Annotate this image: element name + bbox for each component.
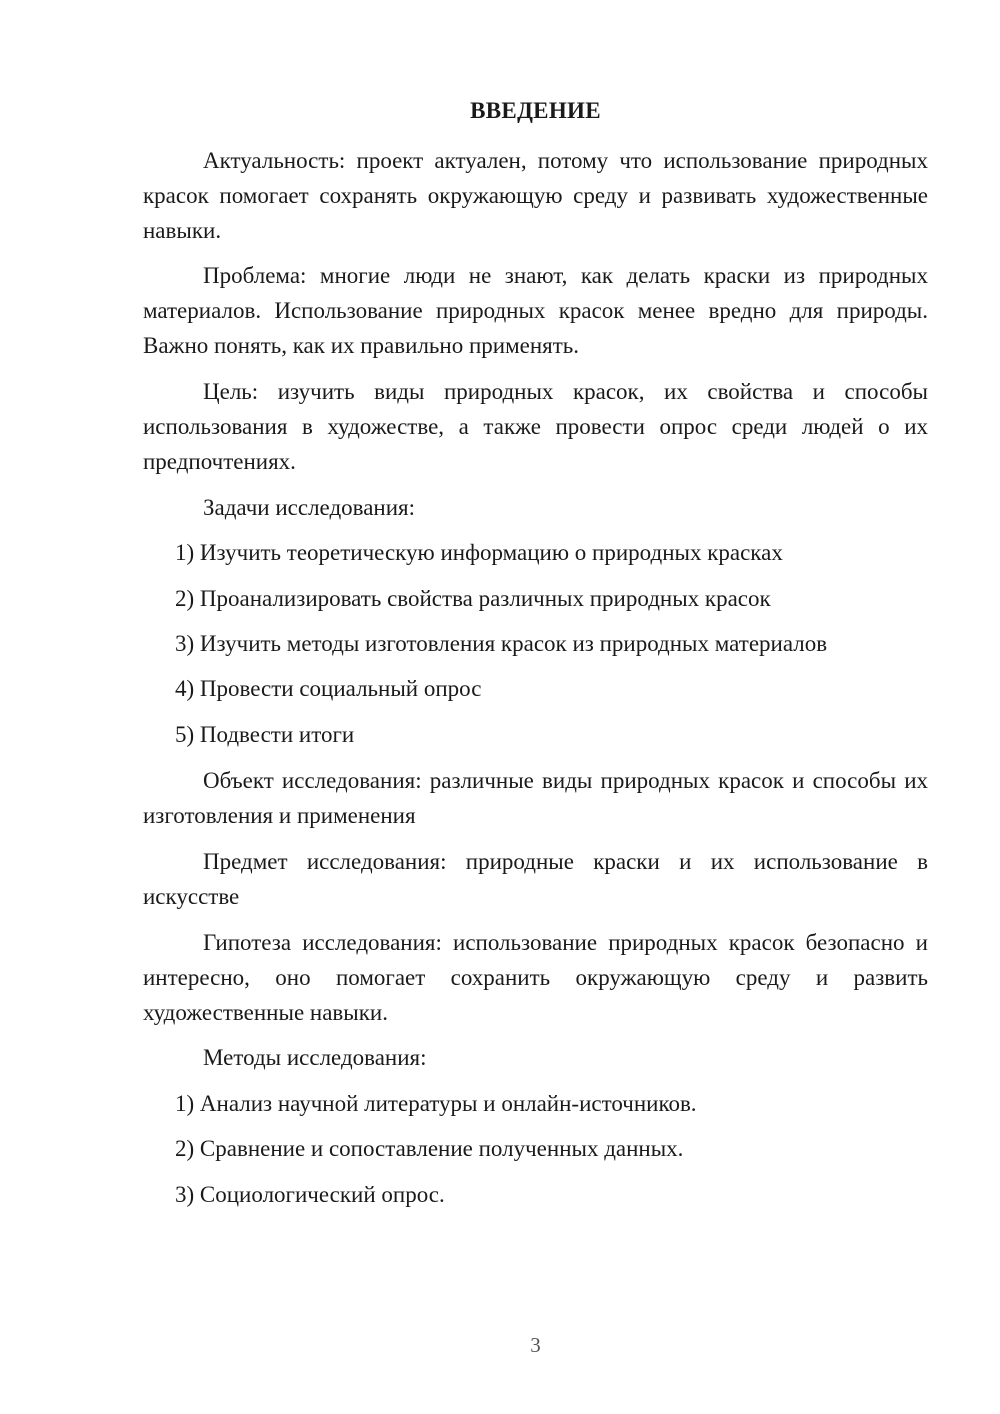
tasks-heading: Задачи исследования: xyxy=(203,495,416,520)
methods-heading: Методы исследования: xyxy=(203,1045,427,1070)
method-item-2: 2) Сравнение и сопоставление полученных данных. xyxy=(175,1136,684,1161)
hypothesis-paragraph: Гипотеза исследования: использование природных красок безопасно и интересно, оно помогает сохранить окружающую среду и развить художественные навыки. xyxy=(143,930,928,1025)
relevance-paragraph: Актуальность: проект актуален, потому что использование природных красок помогает сохранять окружающую среду и развивать художественные навыки. xyxy=(143,148,928,243)
task-item-3: 3) Изучить методы изготовления красок из природных материалов xyxy=(175,631,828,656)
problem-paragraph: Проблема: многие люди не знают, как делать краски из природных материалов. Использование природных красок менее вредно для природы. Важно понять, как их правильно применять. xyxy=(143,263,928,358)
method-item-3: 3) Социологический опрос. xyxy=(175,1182,445,1207)
task-item-1: 1) Изучить теоретическую информацию о природных красках xyxy=(175,540,783,565)
task-item-2: 2) Проанализировать свойства различных природных красок xyxy=(175,586,771,611)
task-item-5: 5) Подвести итоги xyxy=(175,722,355,747)
page-number: 3 xyxy=(530,1333,541,1357)
task-item-4: 4) Провести социальный опрос xyxy=(175,676,482,701)
method-item-1: 1) Анализ научной литературы и онлайн-источников. xyxy=(175,1091,697,1116)
page-title: ВВЕДЕНИЕ xyxy=(470,98,601,123)
object-paragraph: Объект исследования: различные виды природных красок и способы их изготовления и применения xyxy=(143,768,928,828)
subject-paragraph: Предмет исследования: природные краски и их использование в искусстве xyxy=(143,849,928,909)
goal-paragraph: Цель: изучить виды природных красок, их свойства и способы использования в художестве, а также провести опрос среди людей о их предпочтениях. xyxy=(143,379,928,474)
